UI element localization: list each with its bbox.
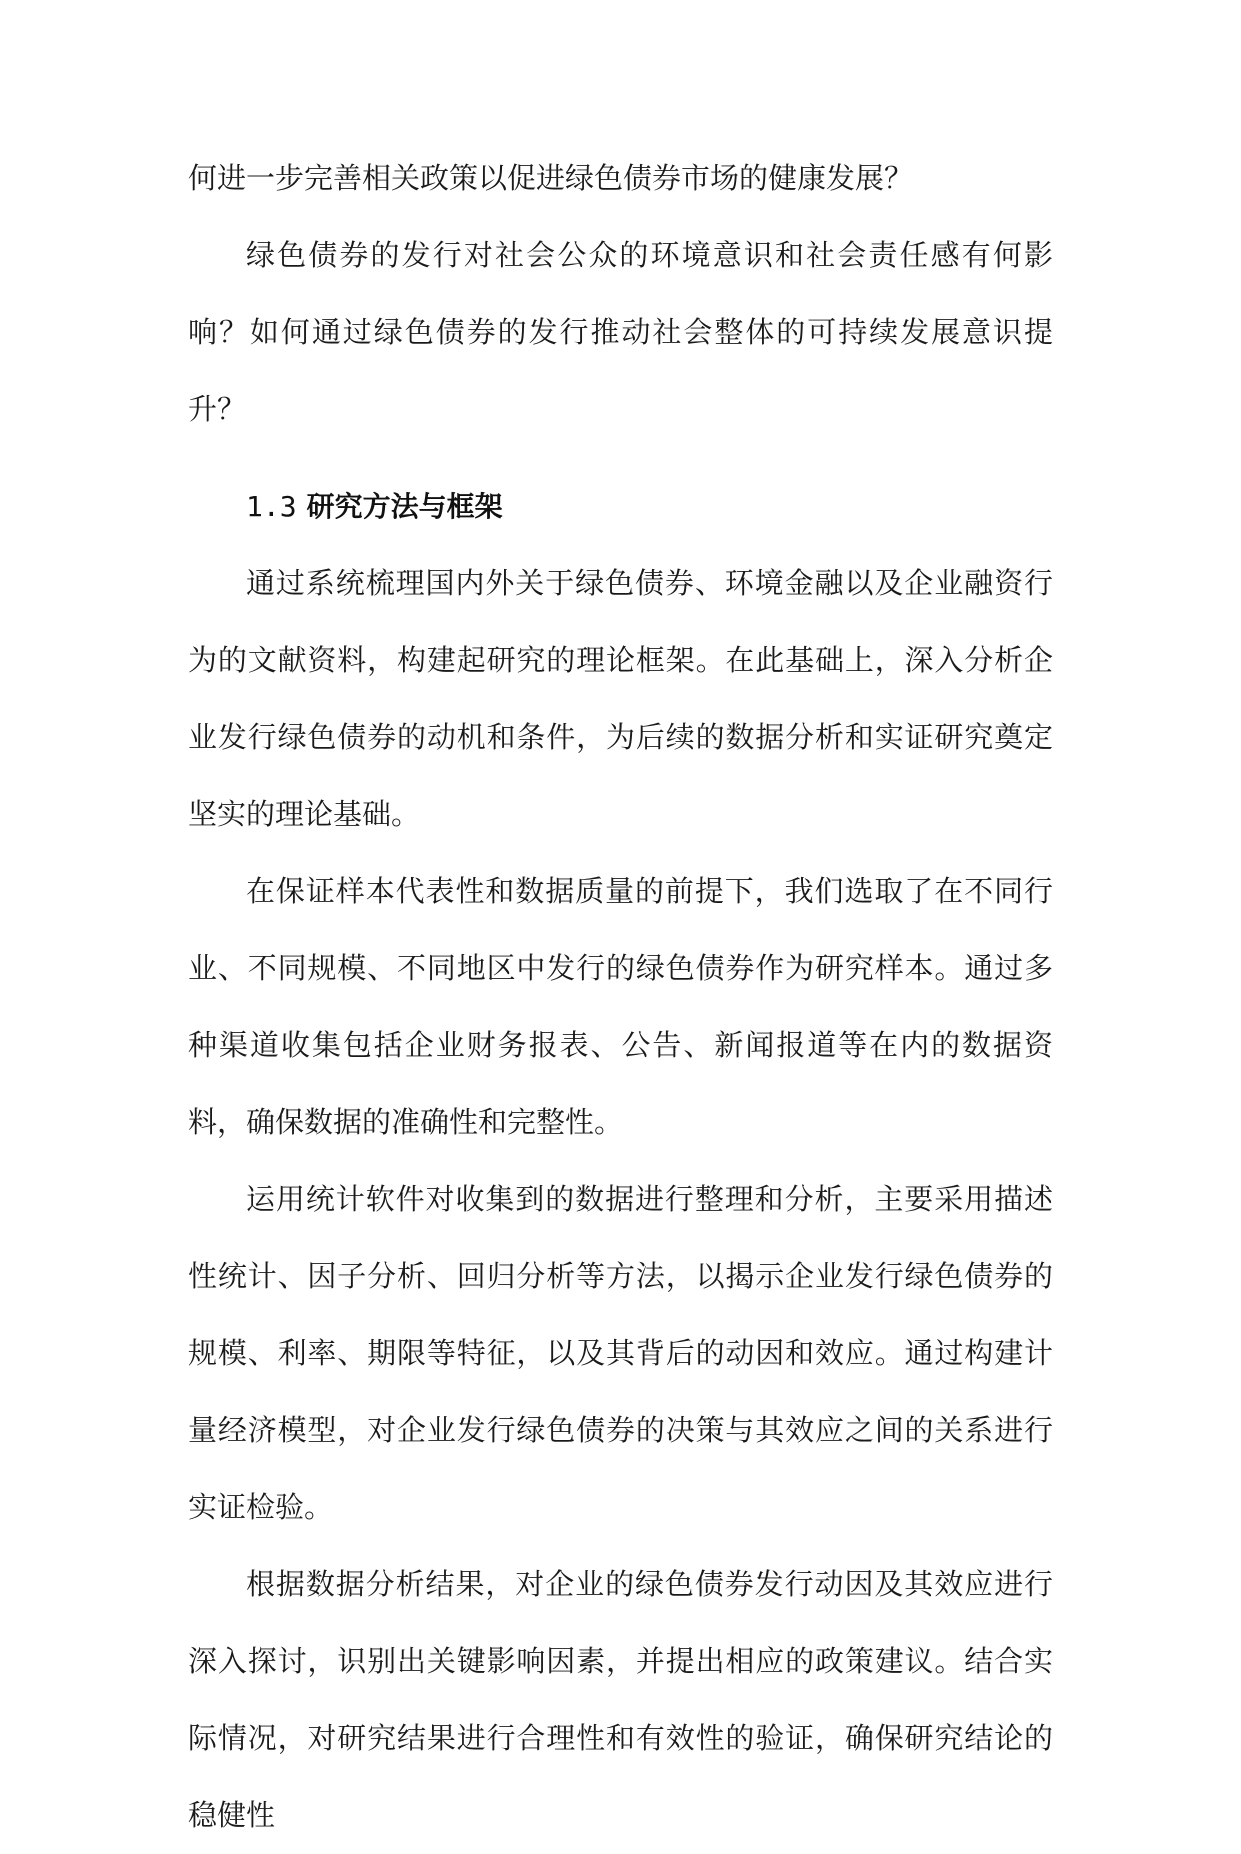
paragraph-continued: 何进一步完善相关政策以促进绿色债券市场的健康发展？ [188,161,914,195]
paragraph-questions: 绿色债券的发行对社会公众的环境意识和社会责任感有何影响？如何通过绿色债券的发行推动社会整体的可持续发展意识提升？ [188,238,1053,426]
paragraph-conclusions: 根据数据分析结果，对企业的绿色债券发行动因及其效应进行深入探讨，识别出关键影响因素，并提出相应的政策建议。结合实际情况，对研究结果进行合理性和有效性的验证，确保研究结论的稳健性 [188,1567,1053,1832]
section-number: 1.3 [246,490,297,523]
paragraph-analysis: 运用统计软件对收集到的数据进行整理和分析，主要采用描述性统计、因子分析、回归分析等方法，以揭示企业发行绿色债券的规模、利率、期限等特征，以及其背后的动因和效应。通过构建计量经济模型，对企业发行绿色债券的决策与其效应之间的关系进行实证检验。 [188,1182,1053,1524]
section-heading [188,468,1053,545]
section-title: 研究方法与框架 [306,490,503,523]
document-body [188,140,1053,1854]
paragraph-literature: 通过系统梳理国内外关于绿色债券、环境金融以及企业融资行为的文献资料，构建起研究的理论框架。在此基础上，深入分析企业发行绿色债券的动机和条件，为后续的数据分析和实证研究奠定坚实的理论基础。 [188,566,1053,831]
paragraph-sampling: 在保证样本代表性和数据质量的前提下，我们选取了在不同行业、不同规模、不同地区中发行的绿色债券作为研究样本。通过多种渠道收集包括企业财务报表、公告、新闻报道等在内的数据资料，确保数据的准确性和完整性。 [188,874,1053,1139]
